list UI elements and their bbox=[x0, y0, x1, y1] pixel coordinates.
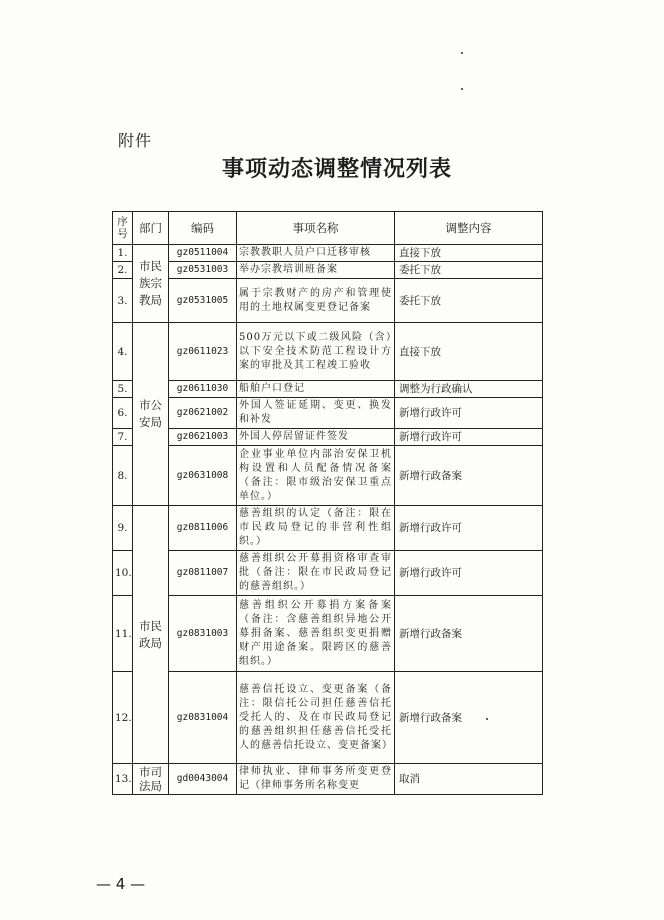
row-adjust: 新增行政备案 bbox=[395, 672, 543, 764]
table-row bbox=[113, 506, 543, 551]
table-row bbox=[113, 245, 543, 262]
row-name: 慈善组织公开募捐资格审查审批（备注：限在市民政局登记的慈善组织。） bbox=[237, 551, 395, 596]
adjustment-table bbox=[112, 211, 543, 795]
row-no: 9. bbox=[113, 506, 133, 551]
attachment-label: 附件 bbox=[118, 131, 153, 150]
row-no: 1. bbox=[113, 245, 133, 262]
row-adjust: 直接下放 bbox=[395, 245, 543, 262]
row-name: 船舶户口登记 bbox=[237, 381, 395, 398]
row-no: 13. bbox=[113, 764, 133, 795]
row-code: gz0611030 bbox=[169, 381, 237, 398]
row-no: 8. bbox=[113, 446, 133, 506]
row-adjust: 新增行政许可 bbox=[395, 398, 543, 429]
row-name: 慈善组织公开募捐方案备案（备注：含慈善组织异地公开募捐备案、慈善组织变更捐赠财产用途备案。限跨区的慈善组织。） bbox=[237, 596, 395, 672]
row-no: 2. bbox=[113, 262, 133, 279]
row-name: 外国人停居留证件签发 bbox=[237, 429, 395, 446]
row-no: 4. bbox=[113, 323, 133, 381]
table-row bbox=[113, 381, 543, 398]
row-adjust: 取消 bbox=[395, 764, 543, 795]
row-code: gz0621003 bbox=[169, 429, 237, 446]
scan-speck bbox=[486, 718, 488, 720]
row-adjust: 调整为行政确认 bbox=[395, 381, 543, 398]
row-name: 律师执业、律师事务所变更登记（律师事务所名称变更 bbox=[237, 764, 395, 795]
row-adjust: 直接下放 bbox=[395, 323, 543, 381]
header-no: 序号 bbox=[113, 212, 133, 245]
header-name: 事项名称 bbox=[237, 212, 395, 245]
table-row bbox=[113, 429, 543, 446]
table-row bbox=[113, 262, 543, 279]
row-name: 慈善组织的认定（备注：限在市民政局登记的非营利性组织。） bbox=[237, 506, 395, 551]
table-row bbox=[113, 279, 543, 323]
row-no: 3. bbox=[113, 279, 133, 323]
row-code: gz0811007 bbox=[169, 551, 237, 596]
row-code: gz0531003 bbox=[169, 262, 237, 279]
table-row bbox=[113, 551, 543, 596]
row-name: 举办宗教培训班备案 bbox=[237, 262, 395, 279]
row-name: 慈善信托设立、变更备案（备注：限信托公司担任慈善信托受托人的、及在市民政局登记的慈善组织担任慈善信托受托人的慈善信托设立、变更备案） bbox=[237, 672, 395, 764]
header-adjust: 调整内容 bbox=[395, 212, 543, 245]
header-code: 编码 bbox=[169, 212, 237, 245]
page-title: 事项动态调整情况列表 bbox=[221, 156, 452, 182]
row-adjust: 新增行政许可 bbox=[395, 429, 543, 446]
row-adjust: 新增行政许可 bbox=[395, 551, 543, 596]
dept-cell: 市公安局 bbox=[133, 323, 169, 506]
row-adjust: 新增行政备案 bbox=[395, 446, 543, 506]
table-row bbox=[113, 764, 543, 795]
row-code: gz0611023 bbox=[169, 323, 237, 381]
table-header-row bbox=[113, 212, 543, 245]
header-dept: 部门 bbox=[133, 212, 169, 245]
table-row bbox=[113, 398, 543, 429]
row-code: gz0831003 bbox=[169, 596, 237, 672]
page-number: — 4 — bbox=[96, 875, 146, 893]
dept-cell: 市民族宗教局 bbox=[133, 245, 169, 323]
row-name: 属于宗教财产的房产和管理使用的土地权属变更登记备案 bbox=[237, 279, 395, 323]
table-row bbox=[113, 446, 543, 506]
row-name: 外国人签证延期、变更、换发和补发 bbox=[237, 398, 395, 429]
dept-cell: 市司法局 bbox=[133, 764, 169, 795]
row-no: 7. bbox=[113, 429, 133, 446]
row-no: 6. bbox=[113, 398, 133, 429]
row-no: 5. bbox=[113, 381, 133, 398]
scan-speck bbox=[461, 52, 463, 54]
row-adjust: 新增行政备案 bbox=[395, 596, 543, 672]
row-name: 企业事业单位内部治安保卫机构设置和人员配备情况备案（备注：限市级治安保卫重点单位。） bbox=[237, 446, 395, 506]
row-adjust: 新增行政许可 bbox=[395, 506, 543, 551]
row-code: gz0811006 bbox=[169, 506, 237, 551]
row-name: 宗教教职人员户口迁移审核 bbox=[237, 245, 395, 262]
row-code: gz0831004 bbox=[169, 672, 237, 764]
row-code: gz0511004 bbox=[169, 245, 237, 262]
row-code: gz0531005 bbox=[169, 279, 237, 323]
row-adjust: 委托下放 bbox=[395, 262, 543, 279]
row-code: gz0631008 bbox=[169, 446, 237, 506]
row-adjust: 委托下放 bbox=[395, 279, 543, 323]
table-row bbox=[113, 323, 543, 381]
row-name: 500万元以下或二级风险（含）以下安全技术防范工程设计方案的审批及其工程竣工验收 bbox=[237, 323, 395, 381]
table-row bbox=[113, 672, 543, 764]
row-code: gz0621002 bbox=[169, 398, 237, 429]
row-no: 12. bbox=[113, 672, 133, 764]
row-code: gd0043004 bbox=[169, 764, 237, 795]
dept-cell: 市民政局 bbox=[133, 506, 169, 764]
scan-speck bbox=[461, 88, 463, 90]
row-no: 11. bbox=[113, 596, 133, 672]
table-row bbox=[113, 596, 543, 672]
row-no: 10. bbox=[113, 551, 133, 596]
